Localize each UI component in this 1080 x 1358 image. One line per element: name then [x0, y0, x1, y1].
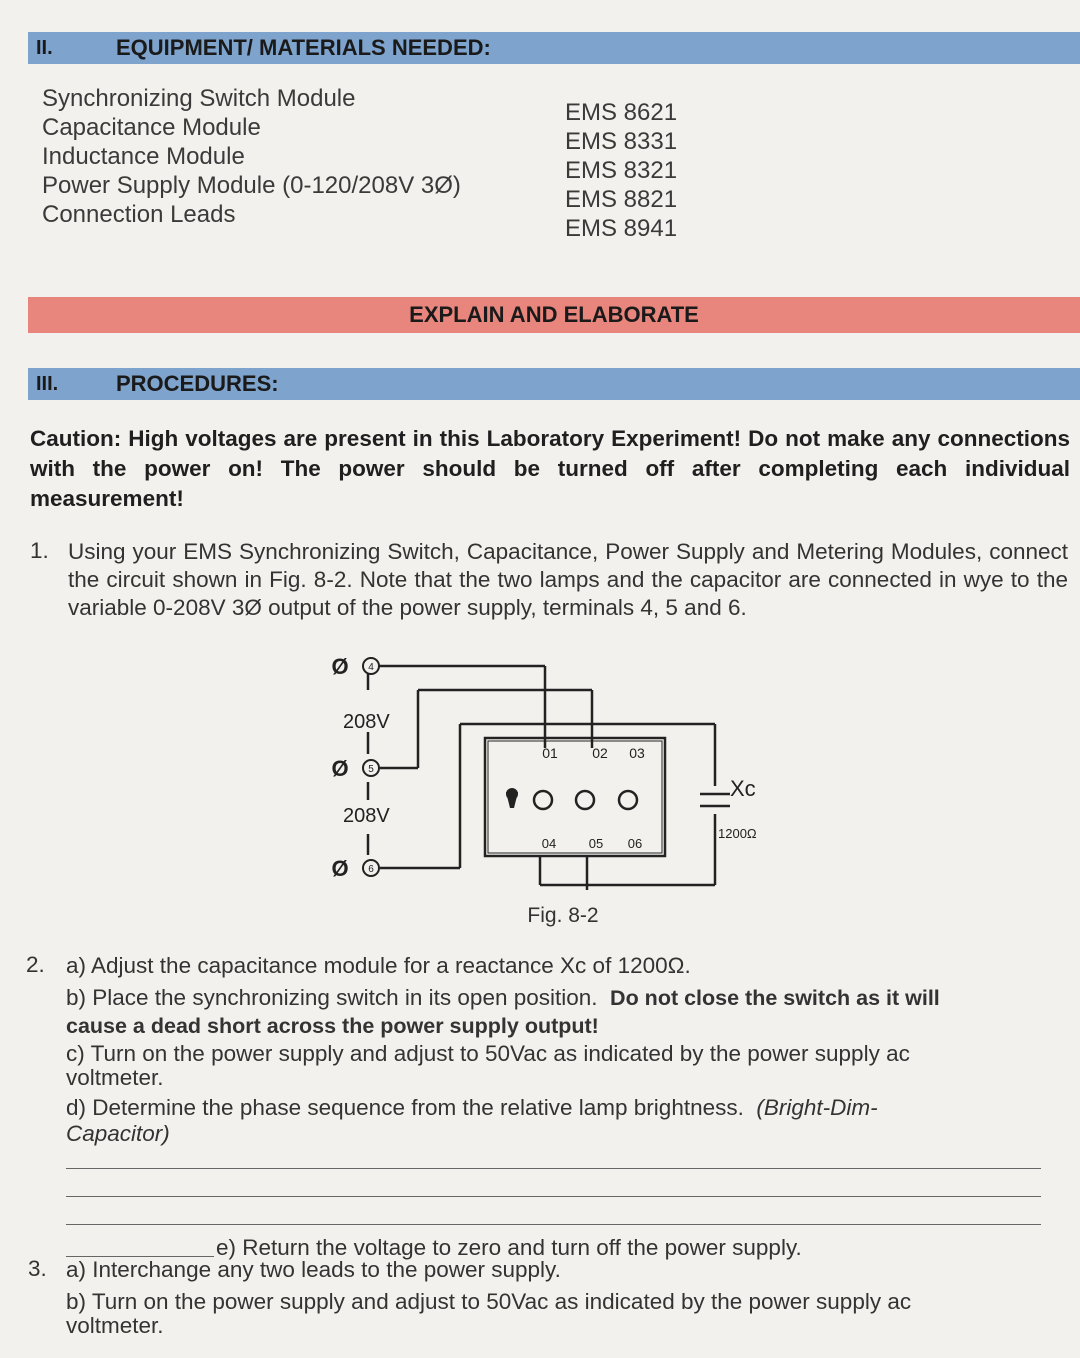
- step-2d-italic: (Bright-Dim-: [756, 1095, 878, 1120]
- step-2-number: 2.: [26, 952, 45, 977]
- phase-symbol-4: Ø: [331, 654, 349, 679]
- step-2b-text: [66, 984, 1056, 1012]
- step-3b-text: b) Turn on the power supply and adjust to 50Vac as indicated by the power supply ac: [66, 1289, 912, 1314]
- section-3-title: PROCEDURES:: [116, 371, 279, 396]
- step-2b-warning: Do not close the switch as it will: [610, 986, 940, 1010]
- equipment-name: Synchronizing Switch Module: [42, 85, 356, 112]
- step-2b-warning-cont: cause a dead short across the power supply output!: [66, 1014, 599, 1038]
- equipment-name: Inductance Module: [42, 143, 245, 170]
- step-2b-normal: b) Place the synchronizing switch in its open position.: [66, 985, 598, 1010]
- equipment-name: Power Supply Module (0-120/208V 3Ø): [42, 172, 461, 199]
- terminal-4-number: 4: [368, 662, 374, 673]
- equipment-code: EMS 8331: [565, 128, 678, 155]
- voltage-top-label: 208V: [343, 711, 390, 733]
- section-2-header: [28, 32, 1080, 64]
- step-2a-text: a) Adjust the capacitance module for a reactance Xc of 1200Ω.: [66, 953, 691, 978]
- step-2c-text-cont: voltmeter.: [66, 1065, 164, 1090]
- answer-line[interactable]: [66, 1168, 1041, 1169]
- equipment-name: Connection Leads: [42, 201, 236, 228]
- equipment-codes: [565, 98, 677, 243]
- equipment-code: EMS 8941: [565, 215, 678, 242]
- switch-label-5: 05: [588, 836, 604, 851]
- step-3-number: 3.: [28, 1256, 47, 1281]
- equipment-code: EMS 8621: [565, 99, 678, 126]
- switch-label-1: 01: [542, 745, 558, 761]
- capacitor-label: Xc: [730, 776, 756, 801]
- step-2c-text: c) Turn on the power supply and adjust to 50Vac as indicated by the power supply ac: [66, 1041, 910, 1066]
- switch-label-3: 03: [629, 745, 645, 761]
- switch-label-2: 02: [592, 745, 608, 761]
- equipment-code: EMS 8321: [565, 157, 678, 184]
- voltage-bottom-label: 208V: [343, 805, 390, 827]
- section-3-header: [28, 368, 1080, 400]
- figure-caption: Fig. 8-2: [527, 904, 599, 927]
- step-1-number: 1.: [30, 538, 49, 563]
- explain-banner-text: EXPLAIN AND ELABORATE: [409, 302, 699, 327]
- explain-banner: [28, 297, 1080, 333]
- step-1-text: Using your EMS Synchronizing Switch, Capacitance, Power Supply and Metering Modules, connect the circuit shown in Fig. 8-2. Note that the two lamps and the capacitor are connected in wye to the variable 0-208V 3Ø output of the power supply, terminals 4, 5 and 6.: [68, 539, 1068, 620]
- step-2e-text: e) Return the voltage to zero and turn off the power supply.: [216, 1235, 802, 1260]
- step-2d-text: [66, 1094, 1046, 1122]
- section-2-roman: II.: [36, 36, 53, 59]
- capacitor-value: 1200Ω: [718, 826, 757, 841]
- equipment-name: Capacitance Module: [42, 114, 261, 141]
- circuit-diagram: [0, 650, 1080, 940]
- step-3a-text: a) Interchange any two leads to the power supply.: [66, 1257, 561, 1282]
- step-2d-normal: d) Determine the phase sequence from the relative lamp brightness.: [66, 1095, 744, 1120]
- step-3b-text-cont: voltmeter.: [66, 1313, 164, 1338]
- terminal-6-number: 6: [368, 864, 374, 875]
- answer-line[interactable]: [66, 1224, 1041, 1225]
- step-2d-text-cont: Capacitor): [66, 1121, 170, 1146]
- terminal-5-number: 5: [368, 764, 374, 775]
- equipment-names: [42, 84, 461, 229]
- phase-symbol-5: Ø: [331, 756, 349, 781]
- caution-text: Caution: High voltages are present in this Laboratory Experiment! Do not make any connections with the power on! The power should be turned off after completing each individual measurement!: [30, 426, 1070, 511]
- phase-symbol-6: Ø: [331, 856, 349, 881]
- switch-label-6: 06: [627, 836, 643, 851]
- section-2-title: EQUIPMENT/ MATERIALS NEEDED:: [116, 35, 491, 60]
- equipment-code: EMS 8821: [565, 186, 678, 213]
- switch-label-4: 04: [541, 836, 557, 851]
- answer-line[interactable]: [66, 1196, 1041, 1197]
- section-3-roman: III.: [36, 372, 59, 395]
